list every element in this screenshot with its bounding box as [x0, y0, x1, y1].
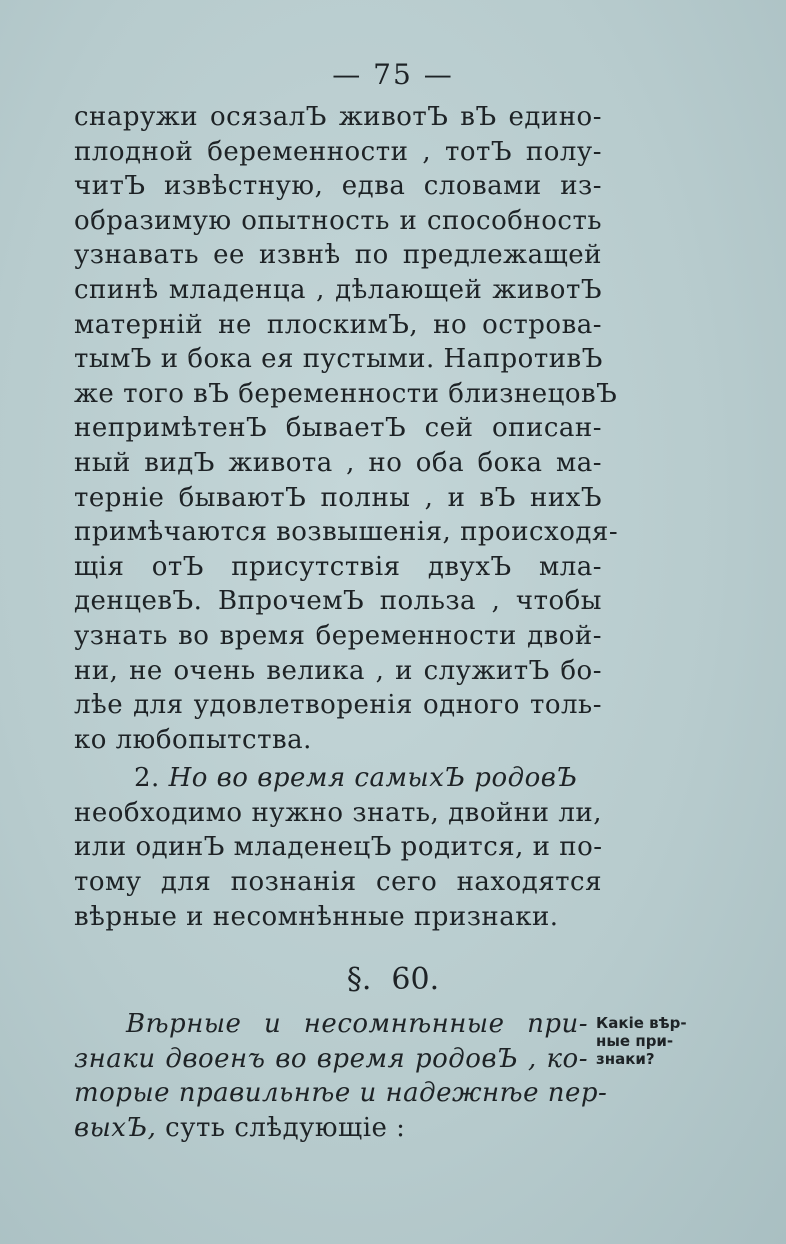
text-line — [74, 761, 602, 796]
text-line: торые правильнѣе и надежнѣе пер- — [74, 1078, 608, 1109]
text-line: денцевЪ. ВпрочемЪ польза , чтобы — [74, 586, 602, 617]
text-line: примѣчаются возвышенія, происходя- — [74, 517, 619, 548]
section-symbol: §. — [346, 962, 372, 997]
text-line — [74, 1111, 588, 1146]
text-line: узнавать ее извнѣ по предлежащей — [74, 240, 602, 271]
text-line: матерній не плоскимЪ, но острова- — [74, 309, 602, 340]
text-line: или одинЪ младенецЪ родится, и по- — [74, 832, 603, 863]
paragraph-3 — [74, 1007, 608, 1145]
text-line: же того вЪ беременности близнецовЪ — [74, 378, 618, 409]
margin-note-line: ные при- — [596, 1032, 674, 1050]
text-line: щія отЪ присутствія двухЪ мла- — [74, 551, 602, 582]
text-line: ко любопытства. — [74, 724, 312, 755]
text-line: спинѣ младенца , дѣлающей животЪ — [74, 274, 602, 305]
text-line: снаружи осязалЪ животЪ вЪ едино- — [74, 102, 602, 132]
text-line: непримѣтенЪ бываетЪ сей описан- — [74, 413, 602, 444]
text-line: ни, не очень велика , и служитЪ бо- — [74, 655, 602, 686]
text-line: узнать во время беременности двой- — [74, 620, 602, 651]
page-number: — 75 — — [332, 58, 454, 91]
plain-fragment: суть слѣдующіе : — [165, 1112, 406, 1143]
paragraph-2 — [74, 761, 602, 934]
text-line: тымЪ и бока ея пустыми. НапротивЪ — [74, 344, 603, 375]
text-line: ный видЪ живота , но оба бока ма- — [74, 447, 602, 478]
paragraph-number: 2. — [134, 763, 160, 794]
text-line: вѣрные и несомнѣнные признаки. — [74, 901, 559, 932]
text-line: читЪ извѣстную, едва словами из- — [74, 171, 602, 202]
text-line: лѣе для удовлетворенія одного толь- — [74, 690, 602, 721]
text-line: образимую опытность и способность — [74, 205, 602, 236]
italic-fragment: выхЪ, — [74, 1112, 157, 1143]
body-text — [74, 100, 619, 934]
text-line: необходимо нужно знать, двойни ли, — [74, 797, 602, 828]
paragraph-1 — [74, 100, 619, 757]
margin-note-line: Какіе вѣр- — [596, 1014, 687, 1032]
text-line: плодной беременности , тотЪ полу- — [74, 136, 602, 167]
section-number: 60. — [391, 962, 440, 997]
section-heading — [0, 962, 786, 997]
margin-note — [596, 1014, 716, 1068]
italic-lead: Но во время самыхЪ родовЪ — [168, 763, 578, 794]
text-line: терніе бываютЪ полны , и вЪ нихЪ — [74, 482, 602, 513]
text-line: тому для познанія сего находятся — [74, 867, 602, 898]
margin-note-line: знаки? — [596, 1050, 655, 1068]
text-line: Вѣрные и несомнѣнные при- — [126, 1009, 588, 1039]
text-line: знаки двоенъ во время родовЪ , ко- — [74, 1043, 588, 1074]
